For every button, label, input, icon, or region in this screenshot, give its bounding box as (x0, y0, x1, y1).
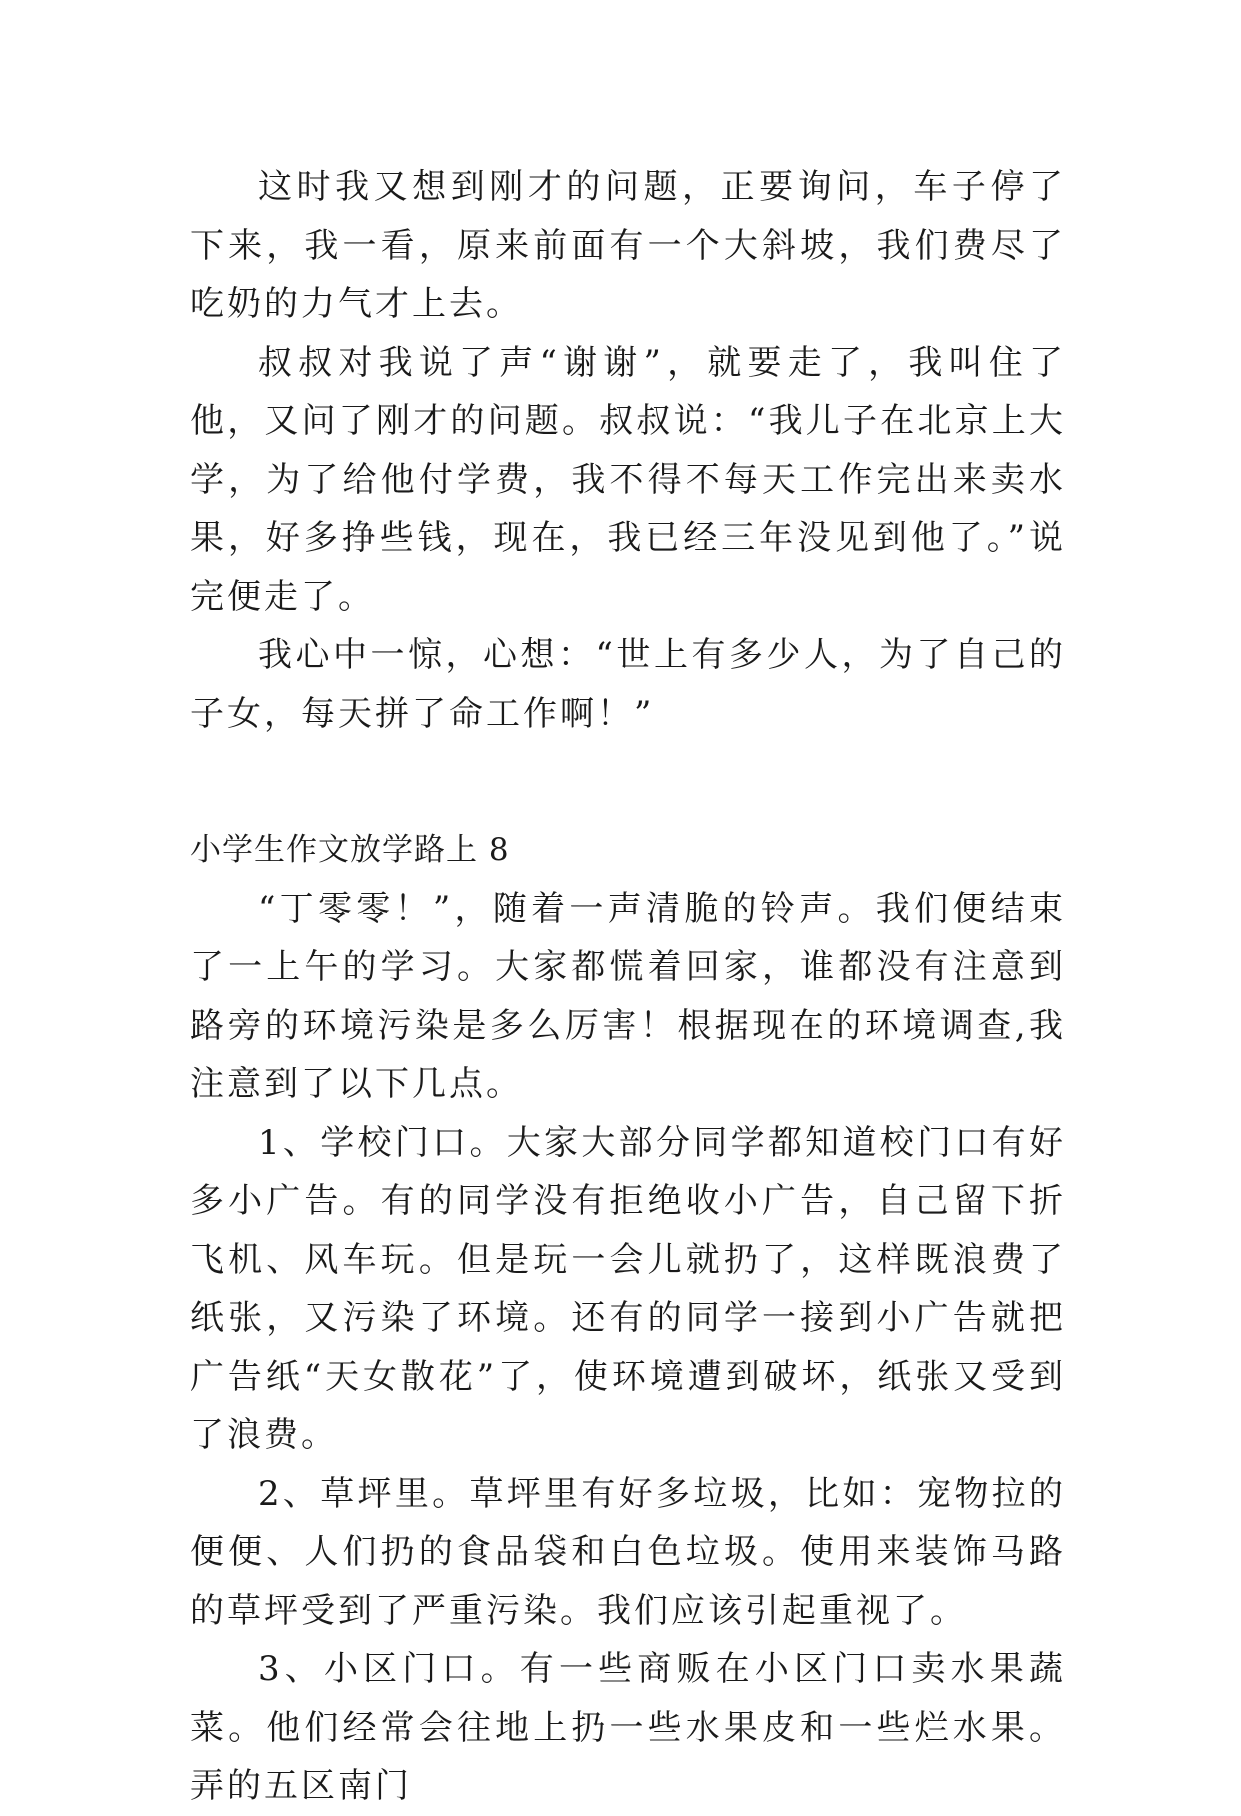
paragraph: 3、小区门口。有一些商贩在小区门口卖水果蔬菜。他们经常会往地上扔一些水果皮和一些烂水果。弄的五区南门 (190, 1649, 1066, 1806)
paragraph: 1、学校门口。大家大部分同学都知道校门口有好多小广告。有的同学没有拒绝收小广告，自己留下折飞机、风车玩。但是玩一会儿就扔了，这样既浪费了纸张，又污染了环境。还有的同学一接到小广告就把广告纸“天女散花”了，使环境遭到破坏，纸张又受到了浪费。 (190, 1122, 1066, 1455)
paragraph: 叔叔对我说了声“谢谢”，就要走了，我叫住了他，又问了刚才的问题。叔叔说：“我儿子在北京上大学，为了给他付学费，我不得不每天工作完出来卖水果，好多挣些钱，现在，我已经三年没见到他了。”说完便走了。 (190, 342, 1066, 617)
paragraph: 我心中一惊，心想：“世上有多少人，为了自己的子女，每天拼了命工作啊！” (190, 635, 1066, 734)
document-body (190, 158, 1066, 1816)
paragraph: 这时我又想到刚才的问题，正要询问，车子停了下来，我一看，原来前面有一个大斜坡，我们费尽了吃奶的力气才上去。 (190, 167, 1066, 324)
paragraph: “丁零零！”，随着一声清脆的铃声。我们便结束了一上午的学习。大家都慌着回家，谁都没有注意到路旁的环境污染是多么厉害！根据现在的环境调查,我注意到了以下几点。 (190, 888, 1066, 1104)
paragraph: 2、草坪里。草坪里有好多垃圾，比如：宠物拉的便便、人们扔的食品袋和白色垃圾。使用来装饰马路的草坪受到了严重污染。我们应该引起重视了。 (190, 1473, 1066, 1631)
section-title: 小学生作文放学路上 8 (190, 832, 510, 868)
